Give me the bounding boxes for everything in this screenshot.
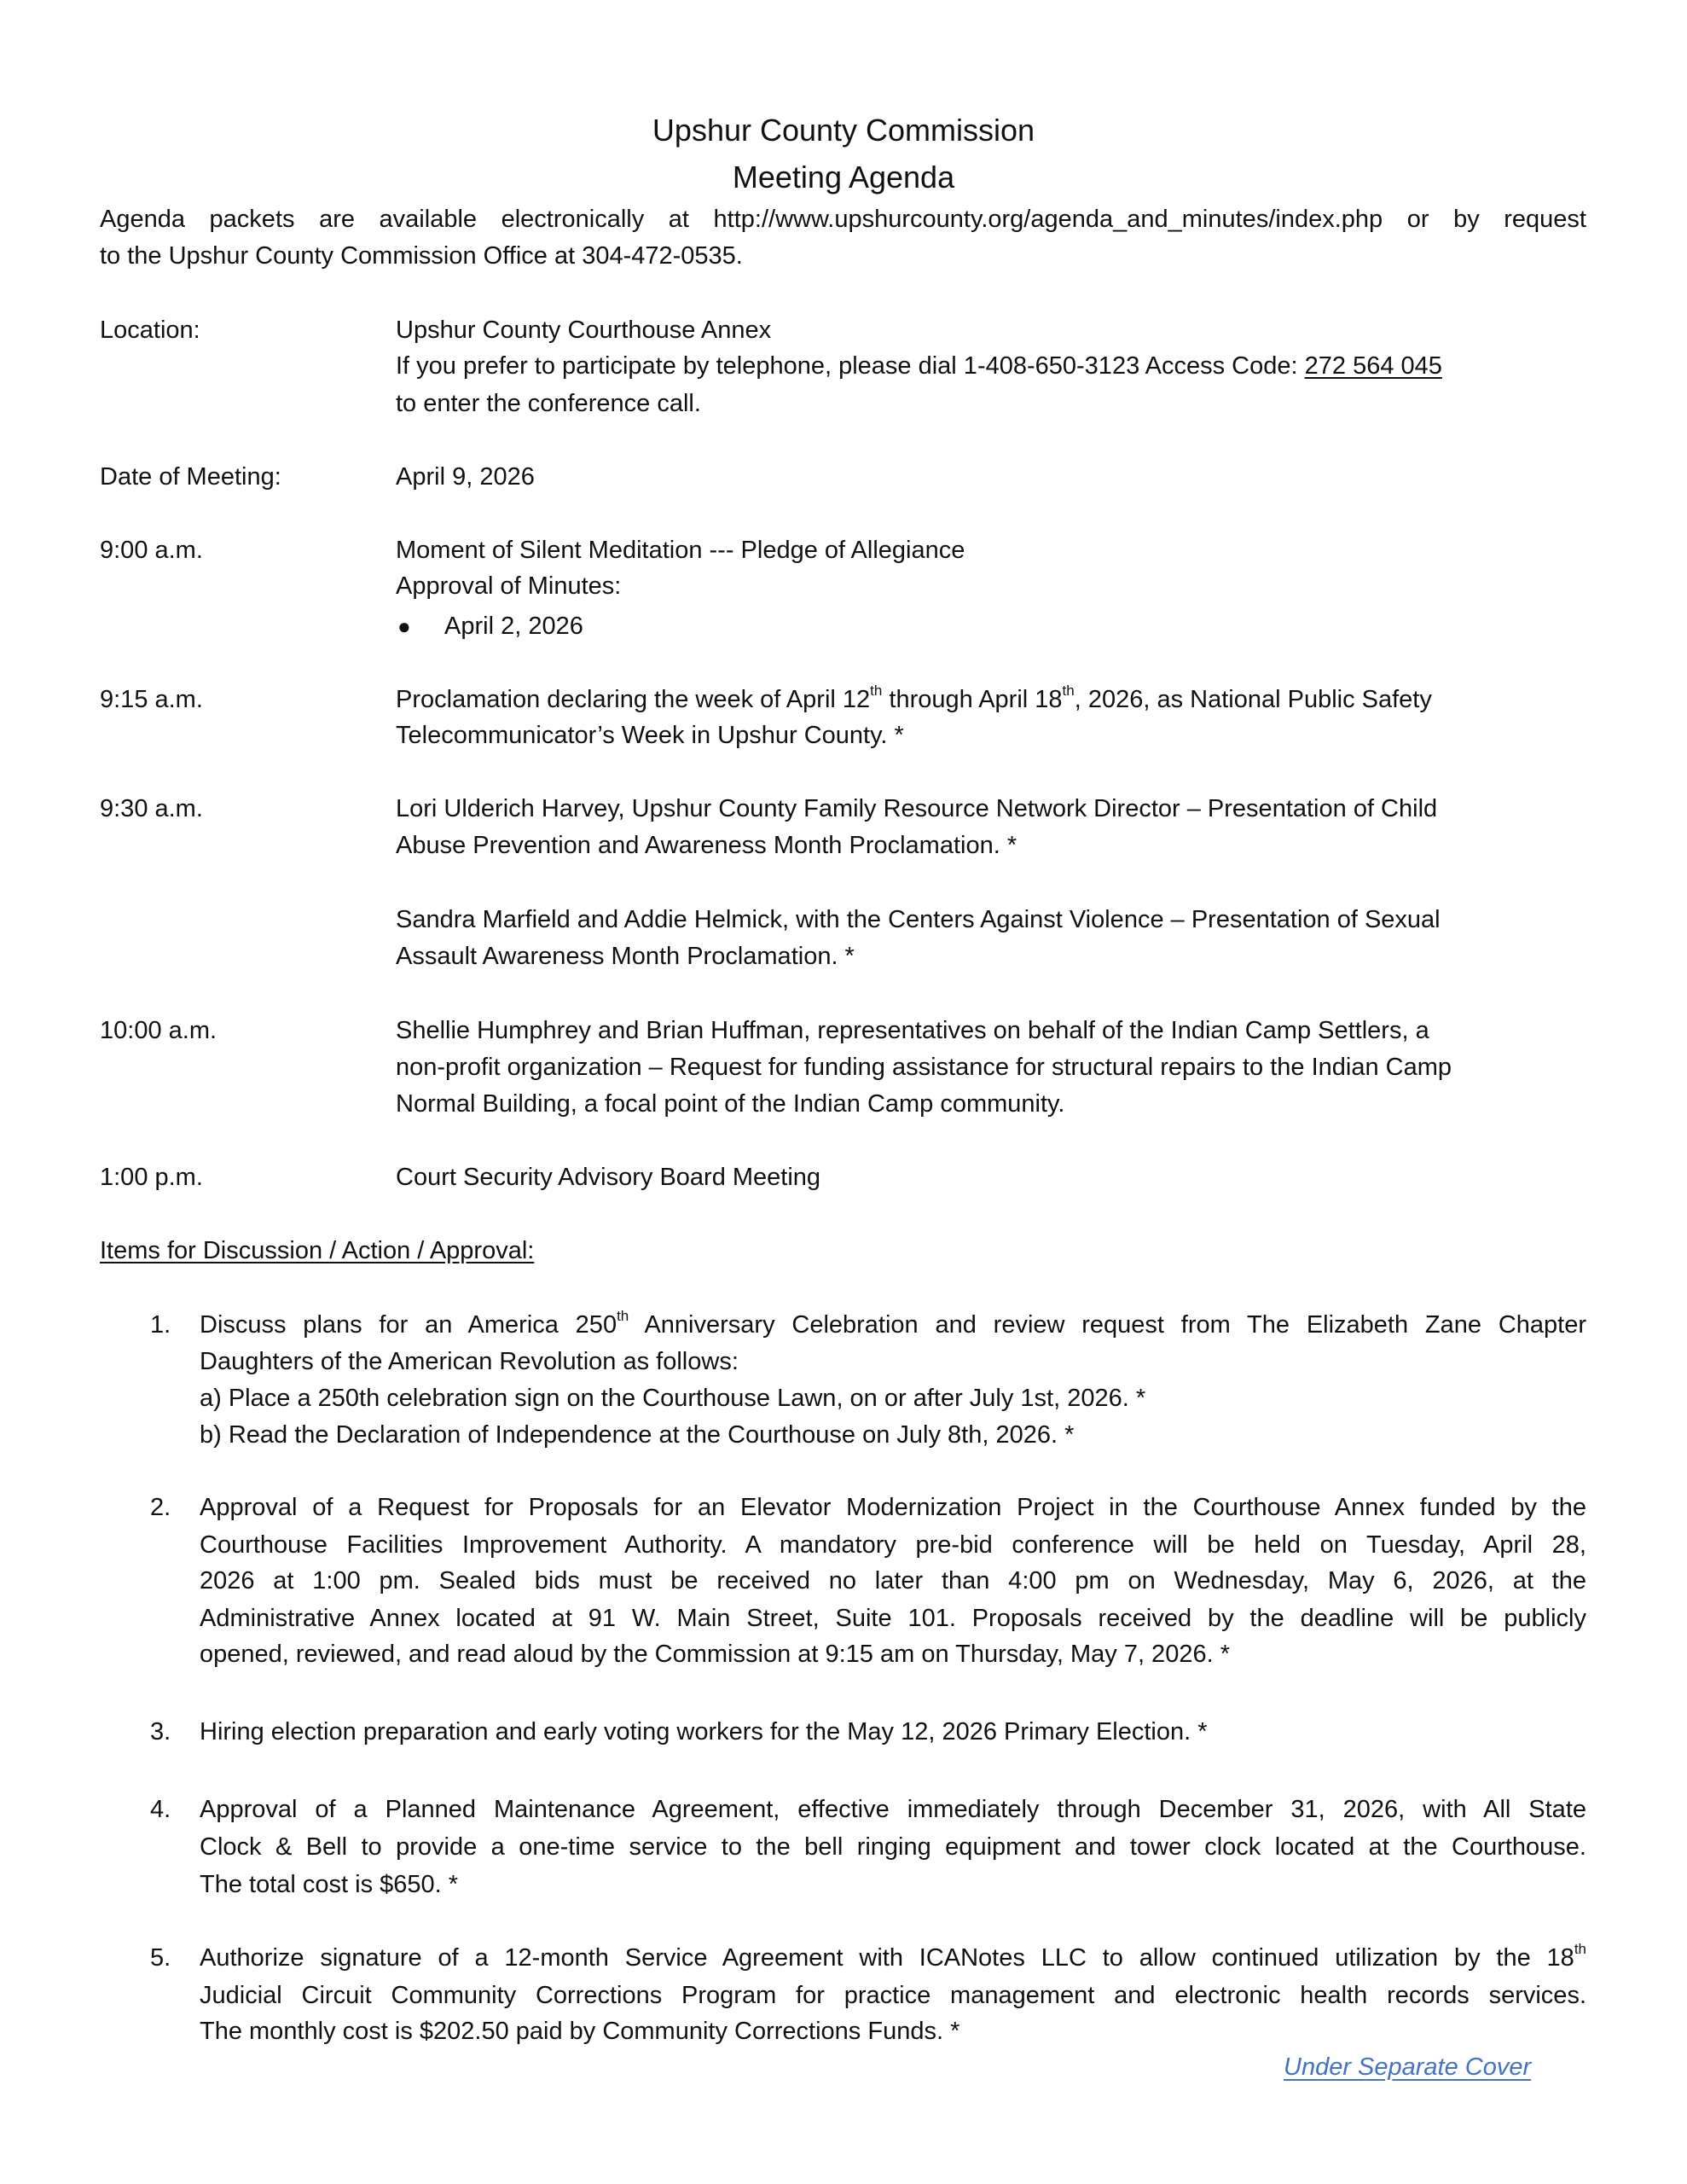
time-900: 9:00 a.m.: [100, 537, 203, 564]
item-4-line2: Clock & Bell to provide a one-time service to the bell ringing equipment and tower clock located at the Courthouse.: [200, 1833, 1586, 1861]
proclamation-line1: [396, 682, 1432, 718]
phone-suffix: to enter the conference call.: [396, 390, 701, 417]
court-security-meeting: Court Security Advisory Board Meeting: [396, 1164, 821, 1191]
location-place: Upshur County Courthouse Annex: [396, 317, 772, 344]
time-915: 9:15 a.m.: [100, 686, 203, 713]
date-label: Date of Meeting:: [100, 463, 281, 491]
phone-instructions: [396, 348, 1442, 385]
page-subtitle: Meeting Agenda: [732, 160, 955, 195]
text: Discuss plans for an America 250: [200, 1311, 617, 1339]
item-2-line1: Approval of a Request for Proposals for an Elevator Modernization Project in the Courthouse Annex funded by the: [200, 1494, 1586, 1521]
intro-text-line2: to the Upshur County Commission Office at 304-472-0535.: [100, 242, 743, 270]
time-930: 9:30 a.m.: [100, 795, 203, 822]
items-heading: [100, 1233, 534, 1269]
bullet-icon: ●: [397, 613, 411, 639]
item-1-number: 1.: [150, 1311, 171, 1339]
item-4-number: 4.: [150, 1796, 171, 1823]
item-1-sub-b: b) Read the Declaration of Independence at the Courthouse on July 8th, 2026. *: [200, 1421, 1075, 1449]
minutes-date: April 2, 2026: [444, 613, 583, 640]
text: Authorize signature of a 12-month Service Agreement with ICANotes LLC to allow continued utilization by the 18: [200, 1944, 1574, 1972]
meditation-pledge: Moment of Silent Meditation --- Pledge of Allegiance: [396, 537, 965, 564]
item-2-line2: Courthouse Facilities Improvement Authority. A mandatory pre-bid conference will be held on Tuesday, April 28,: [200, 1531, 1586, 1559]
item-5-line2: Judicial Circuit Community Corrections Program for practice management and electronic health records services.: [200, 1982, 1586, 2009]
funding-request-line3: Normal Building, a focal point of the Indian Camp community.: [396, 1090, 1065, 1118]
item-1-line2: Daughters of the American Revolution as follows:: [200, 1348, 739, 1375]
item-2-number: 2.: [150, 1494, 171, 1521]
approval-of-minutes: Approval of Minutes:: [396, 572, 622, 600]
time-1000: 10:00 a.m.: [100, 1017, 217, 1044]
page-title: Upshur County Commission: [652, 113, 1035, 148]
text: Anniversary Celebration and review request from The Elizabeth Zane Chapter: [629, 1311, 1586, 1339]
presentation1-line1: Lori Ulderich Harvey, Upshur County Family Resource Network Director – Presentation of Child: [396, 795, 1438, 822]
item-1-sub-a: a) Place a 250th celebration sign on the Courthouse Lawn, on or after July 1st, 2026. *: [200, 1385, 1146, 1412]
item-4-line3: The total cost is $650. *: [200, 1871, 459, 1898]
item-5-number: 5.: [150, 1944, 171, 1972]
item-3-number: 3.: [150, 1718, 171, 1745]
time-1300: 1:00 p.m.: [100, 1164, 203, 1191]
item-2-line4: Administrative Annex located at 91 W. Main Street, Suite 101. Proposals received by the deadline will be publicly: [200, 1605, 1586, 1632]
item-2-line3: 2026 at 1:00 pm. Sealed bids must be received no later than 4:00 pm on Wednesday, May 6, 2026, at the: [200, 1567, 1586, 1594]
superscript: th: [870, 682, 883, 700]
item-3-line1: Hiring election preparation and early voting workers for the May 12, 2026 Primary Election. *: [200, 1718, 1208, 1745]
item-4-line1: Approval of a Planned Maintenance Agreement, effective immediately through December 31, 2026, with All State: [200, 1796, 1586, 1823]
proclamation-line2: Telecommunicator’s Week in Upshur County. *: [396, 722, 904, 749]
items-heading-text: Items for Discussion / Action / Approval:: [100, 1237, 535, 1264]
location-label: Location:: [100, 317, 200, 344]
presentation2-line2: Assault Awareness Month Proclamation. *: [396, 943, 855, 970]
phone-prefix: If you prefer to participate by telephone, please dial 1-408-650-3123 Access Code:: [396, 352, 1305, 380]
superscript: th: [617, 1308, 629, 1325]
presentation1-line2: Abuse Prevention and Awareness Month Proclamation. *: [396, 832, 1017, 859]
access-code: 272 564 045: [1304, 352, 1442, 380]
text: Proclamation declaring the week of April 12: [396, 686, 871, 713]
funding-request-line2: non-profit organization – Request for funding assistance for structural repairs to the Indian Camp: [396, 1054, 1452, 1081]
item-5-line1: [200, 1940, 1586, 1977]
item-1-line1: [200, 1307, 1586, 1344]
superscript: th: [1062, 682, 1075, 700]
intro-text-line1: Agenda packets are available electronically at http://www.upshurcounty.org/agenda_and_minutes/index.php or by request: [100, 206, 1586, 233]
funding-request-line1: Shellie Humphrey and Brian Huffman, representatives on behalf of the Indian Camp Settlers, a: [396, 1017, 1429, 1044]
superscript: th: [1574, 1941, 1586, 1958]
under-separate-cover-link[interactable]: Under Separate Cover: [1284, 2053, 1532, 2081]
date-value: April 9, 2026: [396, 463, 535, 491]
presentation2-line1: Sandra Marfield and Addie Helmick, with the Centers Against Violence – Presentation of Sexual: [396, 906, 1441, 933]
item-5-line3: The monthly cost is $202.50 paid by Community Corrections Funds. *: [200, 2018, 960, 2045]
item-2-line5: opened, reviewed, and read aloud by the Commission at 9:15 am on Thursday, May 7, 2026. *: [200, 1641, 1230, 1668]
text: , 2026, as National Public Safety: [1074, 686, 1432, 713]
text: through April 18: [882, 686, 1063, 713]
